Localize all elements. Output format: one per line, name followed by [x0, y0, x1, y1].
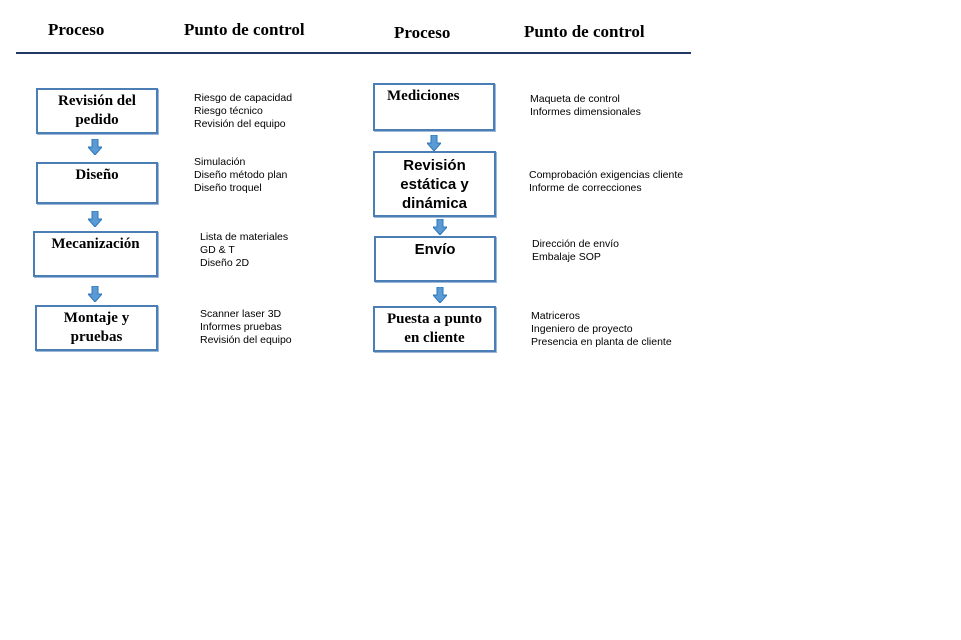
control-item: Revisión del equipo	[194, 118, 286, 130]
control-item: Riesgo técnico	[194, 105, 263, 117]
control-list-mecanizacion	[200, 231, 288, 270]
down-arrow-icon	[433, 219, 447, 235]
process-box-diseno	[36, 162, 158, 204]
process-label: Puesta a punto en cliente	[386, 311, 483, 346]
control-item: Lista de materiales	[200, 231, 289, 243]
control-item: Matriceros	[531, 310, 581, 322]
down-arrow-icon	[88, 139, 102, 155]
control-list-revision-pedido	[194, 92, 292, 131]
control-item: Diseño troquel	[194, 182, 262, 194]
process-label: Revisión estática y dinámica	[400, 156, 469, 212]
process-box-montaje	[35, 305, 158, 351]
control-list-puesta-punto	[531, 310, 672, 349]
control-item: Comprobación exigencias cliente	[529, 169, 684, 181]
process-box-envio	[374, 236, 496, 282]
process-label: Montaje y pruebas	[63, 310, 130, 345]
header-control-left: Punto de control	[184, 20, 305, 39]
process-label: Revisión del pedido	[58, 93, 136, 128]
process-label: Mecanización	[51, 236, 140, 252]
process-box-mediciones	[373, 83, 495, 131]
header-process-left: Proceso	[48, 20, 105, 39]
process-box-revision-pedido	[36, 88, 158, 134]
control-item: Informe de correcciones	[529, 182, 642, 194]
control-item: Maqueta de control	[530, 93, 620, 105]
control-item: Dirección de envío	[532, 238, 619, 250]
control-list-diseno	[194, 156, 287, 195]
control-item: Diseño 2D	[200, 257, 250, 269]
process-label: Envío	[414, 241, 456, 258]
header-divider	[16, 52, 691, 54]
control-list-revision-estatica	[529, 169, 683, 195]
control-item: Ingeniero de proyecto	[531, 323, 633, 335]
control-list-montaje	[200, 308, 292, 347]
down-arrow-icon	[88, 286, 102, 302]
process-label: Diseño	[75, 167, 119, 183]
down-arrow-icon	[88, 211, 102, 227]
process-label: Mediciones	[387, 88, 460, 104]
control-list-mediciones	[530, 93, 641, 119]
down-arrow-icon	[427, 135, 441, 151]
process-box-puesta-punto	[373, 306, 496, 352]
control-item: Informes dimensionales	[530, 106, 641, 118]
control-item: Embalaje SOP	[532, 251, 601, 263]
control-item: Simulación	[194, 156, 246, 168]
control-item: Presencia en planta de cliente	[531, 336, 672, 348]
process-box-mecanizacion	[33, 231, 158, 277]
process-box-revision-estatica	[373, 151, 496, 217]
down-arrow-icon	[433, 287, 447, 303]
control-item: GD & T	[200, 244, 235, 256]
control-list-envio	[532, 238, 619, 264]
header-process-right: Proceso	[394, 23, 451, 42]
control-item: Informes pruebas	[200, 321, 282, 333]
control-item: Scanner laser 3D	[200, 308, 282, 320]
control-item: Revisión del equipo	[200, 334, 292, 346]
header-control-right: Punto de control	[524, 22, 645, 41]
control-item: Riesgo de capacidad	[194, 92, 293, 104]
control-item: Diseño método plan	[194, 169, 288, 181]
